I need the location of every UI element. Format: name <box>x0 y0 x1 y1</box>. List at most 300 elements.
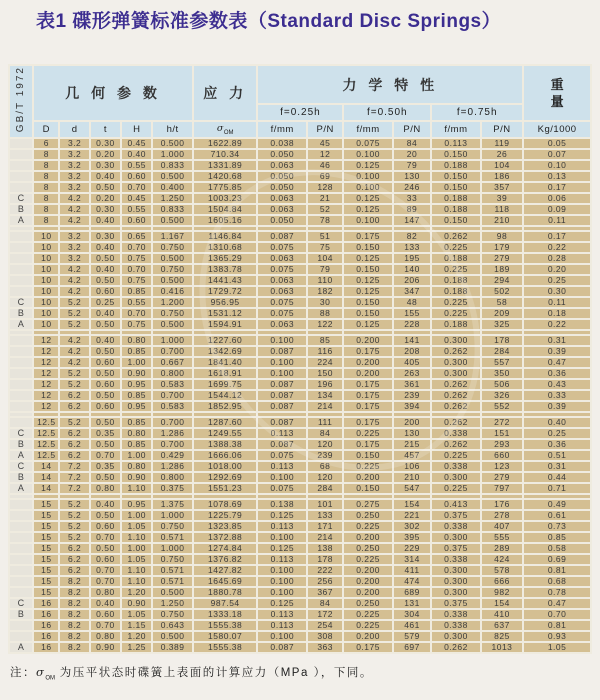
data-cell: 0.70 <box>122 183 151 192</box>
table-header <box>10 66 590 137</box>
data-cell: 5.2 <box>60 533 88 542</box>
data-cell: 133 <box>394 243 430 252</box>
data-cell: 5.2 <box>60 320 88 329</box>
row-label-cell: B <box>10 440 32 449</box>
col-header-pn-075: P/N <box>482 122 523 137</box>
data-cell <box>194 413 257 416</box>
table-row <box>10 544 590 553</box>
data-cell: 246 <box>394 183 430 192</box>
data-cell <box>308 495 342 498</box>
data-cell: 122 <box>308 320 342 329</box>
data-cell: 12 <box>34 347 58 356</box>
data-cell: 0.65 <box>122 232 151 241</box>
data-cell: 10 <box>34 243 58 252</box>
data-cell <box>122 413 151 416</box>
data-cell <box>258 227 306 230</box>
table-row <box>10 265 590 274</box>
data-cell: 1249.55 <box>194 429 257 438</box>
data-cell: 0.571 <box>153 566 191 575</box>
data-cell: 4.2 <box>60 276 88 285</box>
table-row <box>10 566 590 575</box>
data-cell: 1146.84 <box>194 232 257 241</box>
data-cell: 101 <box>308 500 342 509</box>
data-cell: 0.50 <box>91 276 120 285</box>
data-cell: 8 <box>34 183 58 192</box>
data-cell: 0.050 <box>258 183 306 192</box>
row-label-cell <box>10 139 32 148</box>
data-cell: 1333.18 <box>194 610 257 619</box>
table-row <box>10 369 590 378</box>
data-cell: 182 <box>308 287 342 296</box>
data-cell: 0.45 <box>122 194 151 203</box>
data-cell: 0.250 <box>344 511 392 520</box>
data-cell <box>432 227 480 230</box>
data-cell: 407 <box>482 522 523 531</box>
data-cell: 1605.16 <box>194 216 257 225</box>
data-cell: 0.250 <box>344 599 392 608</box>
data-cell: 10 <box>34 309 58 318</box>
data-cell: 0.583 <box>153 402 191 411</box>
data-cell <box>60 227 88 230</box>
data-cell: 12.5 <box>34 451 58 460</box>
data-cell <box>432 331 480 334</box>
data-cell: 0.60 <box>91 380 120 389</box>
data-cell: 0.81 <box>524 621 590 630</box>
data-cell: 0.087 <box>258 380 306 389</box>
row-label-cell <box>10 632 32 641</box>
data-cell: 1852.95 <box>194 402 257 411</box>
data-cell: 176 <box>482 500 523 509</box>
data-cell: 0.70 <box>122 265 151 274</box>
row-label-cell <box>10 227 32 230</box>
data-cell: 0.087 <box>258 643 306 652</box>
data-cell: 0.075 <box>258 484 306 493</box>
data-cell: 75 <box>308 243 342 252</box>
data-cell: 272 <box>482 418 523 427</box>
table-row <box>10 347 590 356</box>
data-cell: 0.125 <box>344 161 392 170</box>
data-cell: 0.50 <box>91 320 120 329</box>
data-cell: 6 <box>34 139 58 148</box>
table-row <box>10 232 590 241</box>
col-header-fmm-075: f/mm <box>432 122 480 137</box>
data-cell: 8.2 <box>60 599 88 608</box>
table-row <box>10 161 590 170</box>
data-cell: 1.286 <box>153 429 191 438</box>
data-cell: 395 <box>394 533 430 542</box>
data-cell: 0.70 <box>91 451 120 460</box>
data-cell: 0.175 <box>344 643 392 652</box>
data-cell: 547 <box>394 484 430 493</box>
data-cell: 210 <box>394 473 430 482</box>
data-cell <box>394 227 430 230</box>
data-cell: 154 <box>394 500 430 509</box>
data-cell: 0.113 <box>258 621 306 630</box>
row-label-cell <box>10 544 32 553</box>
data-cell: 195 <box>394 254 430 263</box>
table-row <box>10 462 590 471</box>
data-cell: 1666.06 <box>194 451 257 460</box>
data-cell: 3.2 <box>60 183 88 192</box>
data-cell: 0.40 <box>91 216 120 225</box>
data-cell: 58 <box>482 298 523 307</box>
data-cell: 0.17 <box>524 232 590 241</box>
data-cell: 0.30 <box>91 232 120 241</box>
data-cell: 0.262 <box>432 347 480 356</box>
data-cell: 0.583 <box>153 380 191 389</box>
data-cell: 52 <box>308 205 342 214</box>
data-cell: 0.80 <box>91 588 120 597</box>
data-cell: 1292.69 <box>194 473 257 482</box>
data-cell: 98 <box>482 232 523 241</box>
data-cell: 16 <box>34 621 58 630</box>
data-cell <box>153 495 191 498</box>
data-cell: 0.262 <box>432 402 480 411</box>
data-cell: 45 <box>308 139 342 148</box>
data-cell: 15 <box>34 588 58 597</box>
data-cell: 6.2 <box>60 451 88 460</box>
data-cell: 1775.85 <box>194 183 257 192</box>
data-cell: 0.250 <box>344 544 392 553</box>
table-row <box>10 402 590 411</box>
data-cell: 15 <box>34 577 58 586</box>
row-label-cell <box>10 522 32 531</box>
data-cell <box>34 227 58 230</box>
data-cell: 254 <box>308 621 342 630</box>
data-cell: 189 <box>482 265 523 274</box>
data-cell: 0.075 <box>258 451 306 460</box>
data-cell: 6.2 <box>60 429 88 438</box>
data-cell: 0.75 <box>122 276 151 285</box>
page-title: 表1 碟形弹簧标准参数表（Standard Disc Springs） <box>36 11 502 32</box>
data-cell: 0.40 <box>91 172 120 181</box>
col-header-pn-025: P/N <box>308 122 342 137</box>
data-cell <box>60 495 88 498</box>
data-cell: 4.2 <box>60 287 88 296</box>
data-cell: 5.2 <box>60 369 88 378</box>
data-cell <box>344 227 392 230</box>
data-cell: 357 <box>482 183 523 192</box>
data-cell: 0.750 <box>153 243 191 252</box>
data-cell <box>153 413 191 416</box>
col-header-D: D <box>34 122 58 137</box>
data-cell: 0.50 <box>91 511 120 520</box>
data-cell: 8 <box>34 172 58 181</box>
data-cell: 424 <box>482 555 523 564</box>
data-cell: 502 <box>482 287 523 296</box>
data-cell: 0.571 <box>153 533 191 542</box>
data-cell: 0.075 <box>258 309 306 318</box>
data-cell <box>308 413 342 416</box>
data-cell: 0.225 <box>344 522 392 531</box>
data-cell: 0.70 <box>122 309 151 318</box>
data-cell: 1504.84 <box>194 205 257 214</box>
data-cell: 0.667 <box>153 358 191 367</box>
data-cell: 10 <box>34 232 58 241</box>
data-cell: 200 <box>394 418 430 427</box>
data-cell: 474 <box>394 577 430 586</box>
row-label-cell <box>10 511 32 520</box>
data-cell: 48 <box>394 298 430 307</box>
data-cell: 0.188 <box>432 194 480 203</box>
data-cell: 293 <box>482 440 523 449</box>
data-cell <box>91 227 120 230</box>
data-cell: 224 <box>308 358 342 367</box>
data-cell: 0.85 <box>122 418 151 427</box>
table-row <box>10 183 590 192</box>
row-label-cell <box>10 500 32 509</box>
row-label-cell <box>10 358 32 367</box>
data-cell: 0.100 <box>258 358 306 367</box>
data-cell: 0.225 <box>344 555 392 564</box>
footnote-sigma-subscript: OM <box>45 675 56 682</box>
data-cell: 0.09 <box>524 205 590 214</box>
data-cell: 0.36 <box>524 440 590 449</box>
data-cell: 0.07 <box>524 150 590 159</box>
data-cell: 1003.23 <box>194 194 257 203</box>
data-cell: 0.338 <box>432 462 480 471</box>
data-cell: 0.375 <box>432 544 480 553</box>
data-cell: 0.833 <box>153 205 191 214</box>
col-header-weight-unit: Kg/1000 <box>524 122 590 137</box>
data-cell: 0.125 <box>258 599 306 608</box>
data-cell: 0.200 <box>344 533 392 542</box>
row-label-cell: A <box>10 451 32 460</box>
data-cell: 0.175 <box>344 391 392 400</box>
data-cell: 0.571 <box>153 577 191 586</box>
data-cell: 1.05 <box>122 610 151 619</box>
data-cell: 1225.79 <box>194 511 257 520</box>
row-label-cell <box>10 287 32 296</box>
data-cell: 0.20 <box>91 194 120 203</box>
data-cell: 0.25 <box>91 298 120 307</box>
data-cell <box>194 331 257 334</box>
data-cell: 1342.69 <box>194 347 257 356</box>
data-cell: 1227.60 <box>194 336 257 345</box>
data-cell: 0.075 <box>258 243 306 252</box>
data-cell: 111 <box>308 418 342 427</box>
data-cell: 39 <box>482 194 523 203</box>
data-cell: 8 <box>34 194 58 203</box>
data-cell <box>91 331 120 334</box>
data-cell: 689 <box>394 588 430 597</box>
data-cell: 0.125 <box>258 544 306 553</box>
data-cell: 0.22 <box>524 320 590 329</box>
data-cell: 0.60 <box>122 216 151 225</box>
data-cell: 4.2 <box>60 216 88 225</box>
data-cell: 12 <box>34 369 58 378</box>
data-cell: 0.80 <box>122 462 151 471</box>
data-cell: 0.700 <box>153 440 191 449</box>
data-cell: 0.113 <box>258 610 306 619</box>
data-cell: 104 <box>308 254 342 263</box>
data-cell: 4.2 <box>60 194 88 203</box>
data-cell <box>524 331 590 334</box>
data-cell: 0.40 <box>91 309 120 318</box>
data-cell: 0.30 <box>91 139 120 148</box>
data-cell: 0.80 <box>91 632 120 641</box>
data-cell <box>482 413 523 416</box>
data-cell: 15 <box>34 566 58 575</box>
data-cell: 367 <box>308 588 342 597</box>
data-cell: 0.375 <box>432 511 480 520</box>
data-cell: 1555.38 <box>194 643 257 652</box>
col-header-sigma <box>194 122 257 137</box>
data-cell: 0.50 <box>91 254 120 263</box>
data-cell: 8 <box>34 216 58 225</box>
data-cell: 0.075 <box>344 139 392 148</box>
row-label-cell <box>10 265 32 274</box>
data-cell: 0.300 <box>432 632 480 641</box>
data-cell: 0.95 <box>122 380 151 389</box>
row-label-cell: C <box>10 298 32 307</box>
data-cell: 130 <box>394 429 430 438</box>
data-cell: 221 <box>394 511 430 520</box>
data-cell: 956.95 <box>194 298 257 307</box>
data-cell: 1.000 <box>153 511 191 520</box>
row-label-cell <box>10 172 32 181</box>
data-cell: 0.22 <box>524 243 590 252</box>
table-row <box>10 440 590 449</box>
data-cell: 12.5 <box>34 418 58 427</box>
data-cell: 7.2 <box>60 462 88 471</box>
data-cell: 0.31 <box>524 336 590 345</box>
data-cell: 0.188 <box>432 287 480 296</box>
data-cell: 69 <box>308 172 342 181</box>
data-cell: 0.429 <box>153 451 191 460</box>
data-cell: 10 <box>34 298 58 307</box>
data-cell: 0.70 <box>524 610 590 619</box>
data-cell: 506 <box>482 380 523 389</box>
data-cell: 0.175 <box>344 347 392 356</box>
table-row <box>10 309 590 318</box>
data-cell: 0.225 <box>344 462 392 471</box>
data-cell: 1.10 <box>122 577 151 586</box>
data-cell: 0.100 <box>258 369 306 378</box>
data-cell: 710.34 <box>194 150 257 159</box>
data-cell: 0.78 <box>524 588 590 597</box>
data-cell: 1699.75 <box>194 380 257 389</box>
data-cell: 26 <box>482 150 523 159</box>
footnote-text: 为压平状态时碟簧上表面的计算应力（MPa ），下同。 <box>59 667 373 679</box>
data-cell: 1.15 <box>122 621 151 630</box>
data-cell: 3.2 <box>60 243 88 252</box>
data-cell: 151 <box>482 429 523 438</box>
footnote <box>10 664 373 681</box>
data-cell: 138 <box>308 544 342 553</box>
data-cell: 0.175 <box>344 418 392 427</box>
data-cell: 0.150 <box>344 298 392 307</box>
data-cell: 0.95 <box>122 500 151 509</box>
data-cell: 0.85 <box>122 391 151 400</box>
data-cell: 552 <box>482 402 523 411</box>
data-cell: 1594.91 <box>194 320 257 329</box>
data-cell <box>344 495 392 498</box>
row-label-cell: C <box>10 462 32 471</box>
data-cell <box>344 331 392 334</box>
table-body <box>10 139 590 652</box>
data-cell: 0.90 <box>91 643 120 652</box>
data-cell: 1.20 <box>122 632 151 641</box>
row-label-cell <box>10 555 32 564</box>
row-label-cell: C <box>10 429 32 438</box>
data-cell: 256 <box>308 577 342 586</box>
data-cell: 1841.40 <box>194 358 257 367</box>
data-cell: 0.45 <box>122 139 151 148</box>
data-cell: 3.2 <box>60 161 88 170</box>
data-cell: 1.05 <box>524 643 590 652</box>
data-cell: 363 <box>308 643 342 652</box>
table-row <box>10 380 590 389</box>
data-cell: 141 <box>394 336 430 345</box>
data-cell: 0.33 <box>524 391 590 400</box>
data-cell: 0.60 <box>91 555 120 564</box>
footnote-prefix: 注： <box>10 667 36 679</box>
data-cell <box>258 413 306 416</box>
data-cell: 3.2 <box>60 254 88 263</box>
data-cell: 304 <box>394 610 430 619</box>
data-cell: 0.49 <box>524 500 590 509</box>
data-cell: 0.50 <box>91 418 120 427</box>
col-header-fmm-050: f/mm <box>344 122 392 137</box>
data-cell: 0.75 <box>122 320 151 329</box>
data-cell: 12 <box>34 391 58 400</box>
data-cell: 1.00 <box>122 544 151 553</box>
table-row <box>10 429 590 438</box>
data-cell: 10 <box>34 276 58 285</box>
data-cell: 0.413 <box>432 500 480 509</box>
data-cell: 0.61 <box>524 511 590 520</box>
col-header-ht: h/t <box>153 122 191 137</box>
data-cell: 0.81 <box>524 566 590 575</box>
data-cell: 0.113 <box>258 462 306 471</box>
data-cell: 30 <box>308 298 342 307</box>
data-cell: 0.25 <box>524 429 590 438</box>
table-row <box>10 254 590 263</box>
data-cell: 3.2 <box>60 232 88 241</box>
data-cell: 5.2 <box>60 418 88 427</box>
data-cell: 0.750 <box>153 555 191 564</box>
data-cell: 6.2 <box>60 440 88 449</box>
data-cell: 1551.23 <box>194 484 257 493</box>
data-cell: 0.60 <box>91 610 120 619</box>
data-cell: 12 <box>308 150 342 159</box>
data-cell: 228 <box>394 320 430 329</box>
data-cell: 394 <box>394 402 430 411</box>
data-cell: 4.2 <box>60 265 88 274</box>
row-label-cell <box>10 380 32 389</box>
data-cell: 0.300 <box>432 473 480 482</box>
data-cell: 12 <box>34 358 58 367</box>
data-cell: 0.30 <box>91 161 120 170</box>
table-row <box>10 621 590 630</box>
data-cell: 0.225 <box>344 610 392 619</box>
data-cell: 302 <box>394 522 430 531</box>
data-cell: 289 <box>482 544 523 553</box>
data-cell: 206 <box>394 276 430 285</box>
data-cell: 0.175 <box>344 440 392 449</box>
data-cell: 0.50 <box>91 347 120 356</box>
data-cell: 0.400 <box>153 183 191 192</box>
spacer-row <box>10 331 590 334</box>
data-cell: 0.43 <box>524 380 590 389</box>
data-cell: 0.188 <box>432 205 480 214</box>
data-cell: 579 <box>394 632 430 641</box>
table-row <box>10 451 590 460</box>
data-cell: 119 <box>482 139 523 148</box>
data-cell: 0.75 <box>122 254 151 263</box>
data-cell: 0.750 <box>153 265 191 274</box>
